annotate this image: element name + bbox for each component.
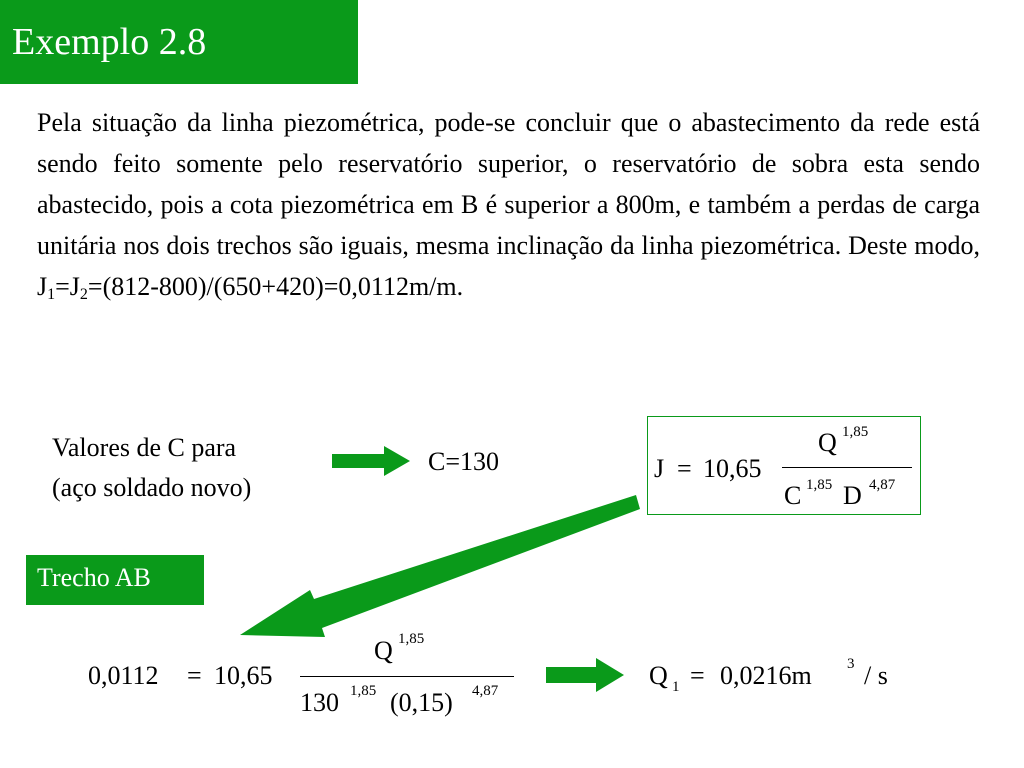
- c-value-result: C=130: [428, 447, 500, 476]
- c-values-line1: Valores de C para: [52, 433, 237, 462]
- formula-j: J: [654, 454, 665, 483]
- formula-d-exponent: 4,87: [869, 477, 896, 493]
- explanation-paragraph: [37, 102, 980, 307]
- formula2-den-b: (0,15): [390, 688, 453, 717]
- formula2-den-b-exponent: 4,87: [472, 683, 499, 699]
- result-arrow-icon: [546, 658, 626, 692]
- trecho-label: Trecho AB: [37, 563, 151, 592]
- formula2-den-a-exponent: 1,85: [350, 683, 377, 699]
- result-unit: / s: [864, 661, 888, 690]
- j-subscript-1: 1: [47, 286, 56, 303]
- result-q-subscript: 1: [672, 679, 680, 695]
- formula2-den-a: 130: [300, 688, 339, 717]
- formula2-q-exponent: 1,85: [398, 631, 425, 647]
- c-values-label: [52, 428, 251, 508]
- formula-equals: =: [677, 454, 692, 483]
- formula-q-exponent: 1,85: [842, 424, 869, 440]
- j-subscript-2: 2: [79, 286, 88, 303]
- result-value: 0,0216m: [720, 661, 812, 690]
- result-equals: =: [690, 661, 705, 690]
- formula-q: Q: [818, 428, 837, 457]
- c-values-line2: (aço soldado novo): [52, 473, 252, 502]
- formula-coefficient: 10,65: [703, 454, 762, 483]
- result-value-exponent: 3: [847, 656, 855, 672]
- formula-c: C: [784, 481, 802, 510]
- paragraph-text: Pela situação da linha piezométrica, pode-se concluir que o abastecimento da rede está sendo feito somente pelo reservatório superior, o reservatório de sobra esta sendo abastecido, pois a cota piezométrica em B é superior a 800m, e também a perdas de carga unitária nos dois trechos são iguais, mesma inclinação da linha piezométrica. Deste modo, J: [37, 108, 980, 301]
- formula2-equals: =: [187, 661, 202, 690]
- result-q: Q: [649, 661, 668, 690]
- formula2-coefficient: 10,65: [214, 661, 273, 690]
- paragraph-end: =(812-800)/(650+420)=0,0112m/m.: [87, 272, 464, 301]
- formula-c-exponent: 1,85: [806, 477, 833, 493]
- right-arrow-icon: [332, 446, 412, 476]
- formula2-q: Q: [374, 636, 393, 665]
- formula2-fraction-bar: [300, 676, 514, 677]
- formula-d: D: [843, 481, 862, 510]
- diagonal-arrow-icon: [230, 495, 650, 645]
- formula2-lhs: 0,0112: [88, 661, 159, 690]
- paragraph-eq: =J: [55, 272, 80, 301]
- slide-title: Exemplo 2.8: [12, 21, 207, 63]
- formula-fraction-bar: [782, 467, 912, 468]
